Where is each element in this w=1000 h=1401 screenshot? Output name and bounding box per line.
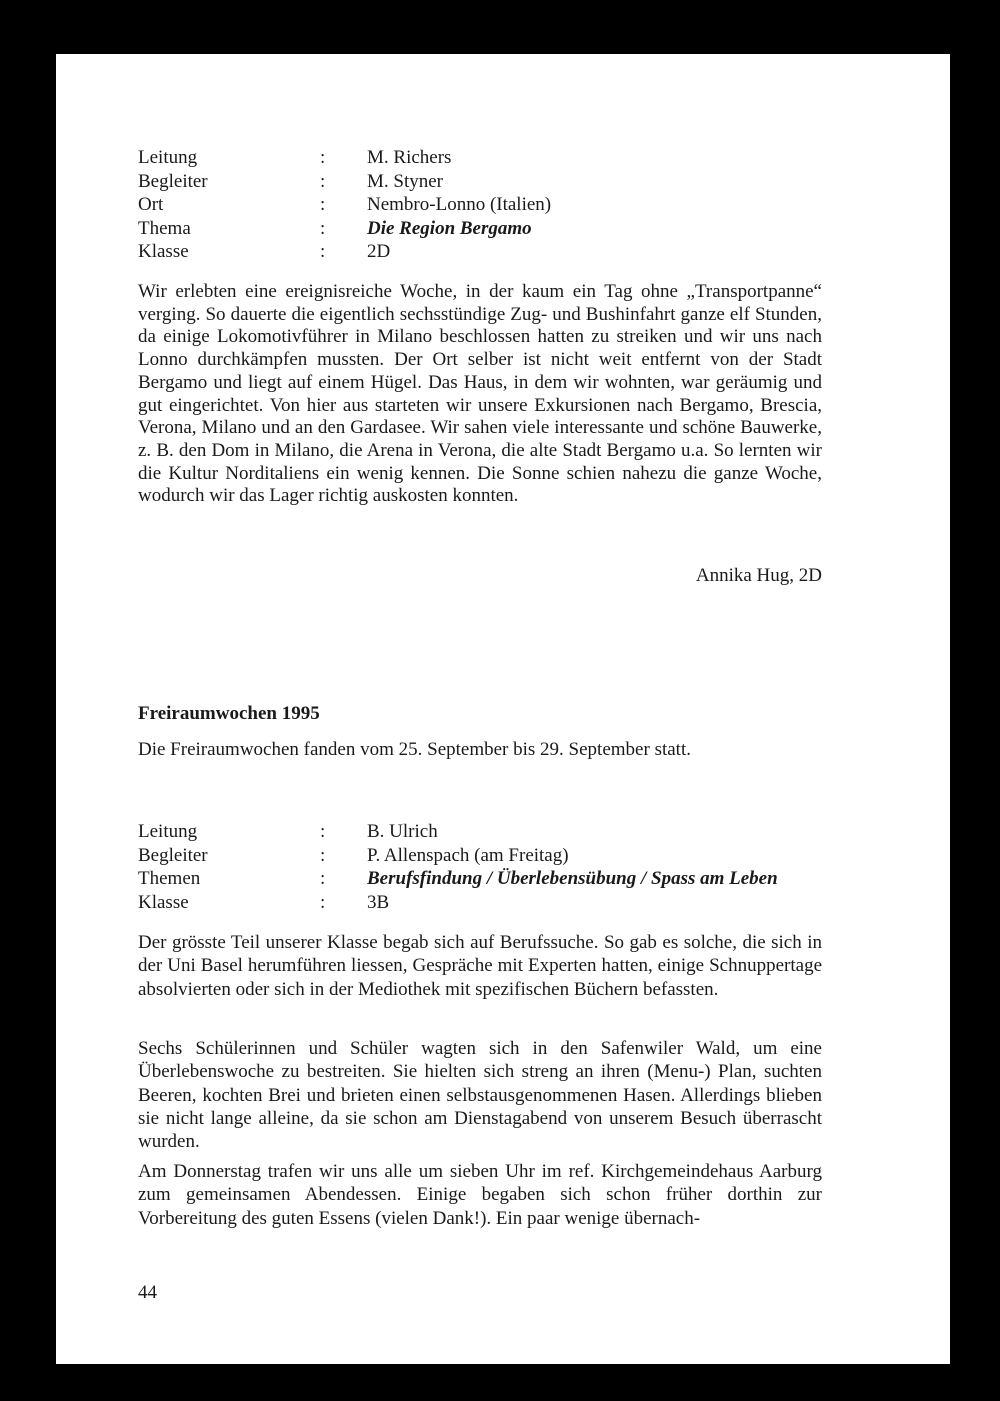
info-label: Leitung	[138, 821, 198, 842]
info-value: Nembro-Lonno (Italien)	[367, 194, 552, 215]
document-page	[56, 54, 950, 1364]
info-label: Thema	[138, 217, 191, 239]
info-value: M. Richers	[367, 147, 452, 168]
info-value: M. Styner	[367, 170, 443, 192]
info-separator: :	[320, 170, 326, 192]
info-separator: :	[320, 241, 326, 262]
info-separator: :	[320, 821, 326, 842]
info-label: Ort	[138, 194, 164, 215]
section-heading: Freiraumwochen 1995	[138, 703, 320, 724]
info-label: Themen	[138, 868, 201, 889]
info-separator: :	[320, 868, 326, 889]
info-value: 2D	[367, 241, 391, 262]
info-value: Die Region Bergamo	[367, 217, 532, 239]
report-paragraph: Am Donnerstag trafen wir uns alle um sieben Uhr im ref. Kirchgemeindehaus Aarburg zum gemeinsamen Abendessen. Einige begaben sich schon früher dorthin zur Vorbereitung des guten Essens (vielen Dank!). Ein paar wenige übernach-	[138, 1161, 822, 1229]
info-separator: :	[320, 194, 326, 215]
info-value: B. Ulrich	[367, 821, 438, 842]
info-label: Klasse	[138, 241, 189, 262]
page-number: 44	[138, 1282, 157, 1303]
info-separator: :	[320, 844, 326, 866]
author-signature: Annika Hug, 2D	[695, 565, 822, 586]
info-value: Berufsfindung / Überlebensübung / Spass am Leben	[367, 868, 778, 889]
report-paragraph: Sechs Schülerinnen und Schüler wagten sich in den Safenwiler Wald, um eine Überlebenswoche zu bestreiten. Sie hielten sich streng an ihren (Menu-) Plan, suchten Beeren, kochten Brei und brieten einen selbstausgenommenen Hasen. Allerdings blieben sie nicht lange alleine, da sie schon am Dienstagabend von unserem Besuch überrascht wurden.	[138, 1038, 822, 1153]
info-separator: :	[320, 147, 326, 168]
info-label: Klasse	[138, 891, 189, 913]
info-separator: :	[320, 217, 326, 239]
info-label: Begleiter	[138, 844, 208, 866]
info-value: 3B	[367, 891, 390, 913]
report-paragraph: Wir erlebten eine ereignisreiche Woche, in der kaum ein Tag ohne „Transportpanne“ verging. So dauerte die eigentlich sechsstündige Zug- und Bushinfahrt ganze elf Stunden, da einige Lokomotivführer in Milano beschlossen hatten zu streiken und wir uns nach Lonno durchkämpfen mussten. Der Ort selber ist nicht weit entfernt von der Stadt Bergamo und liegt auf einem Hügel. Das Haus, in dem wir wohnten, war geräumig und gut eingerichtet. Von hier aus starteten wir unsere Exkursionen nach Bergamo, Brescia, Verona, Milano und an den Gardasee. Wir sahen viele interessante und schöne Bauwerke, z. B. den Dom in Milano, die Arena in Verona, die alte Stadt Bergamo u.a. So lernten wir die Kultur Norditaliens ein wenig kennen. Die Sonne schien nahezu die ganze Woche, wodurch wir das Lager richtig auskosten konnten.	[138, 281, 822, 507]
report-paragraph: Der grösste Teil unserer Klasse begab sich auf Berufssuche. So gab es solche, die sich in der Uni Basel herumführen liessen, Gespräche mit Experten hatten, einige Schnuppertage absolvierten oder sich in der Mediothek mit spezifischen Büchern befassten.	[138, 932, 822, 1000]
info-value: P. Allenspach (am Freitag)	[367, 844, 569, 866]
info-separator: :	[320, 891, 326, 913]
info-label: Begleiter	[138, 170, 208, 192]
info-label: Leitung	[138, 147, 198, 168]
intro-text: Die Freiraumwochen fanden vom 25. September bis 29. September statt.	[138, 739, 691, 760]
